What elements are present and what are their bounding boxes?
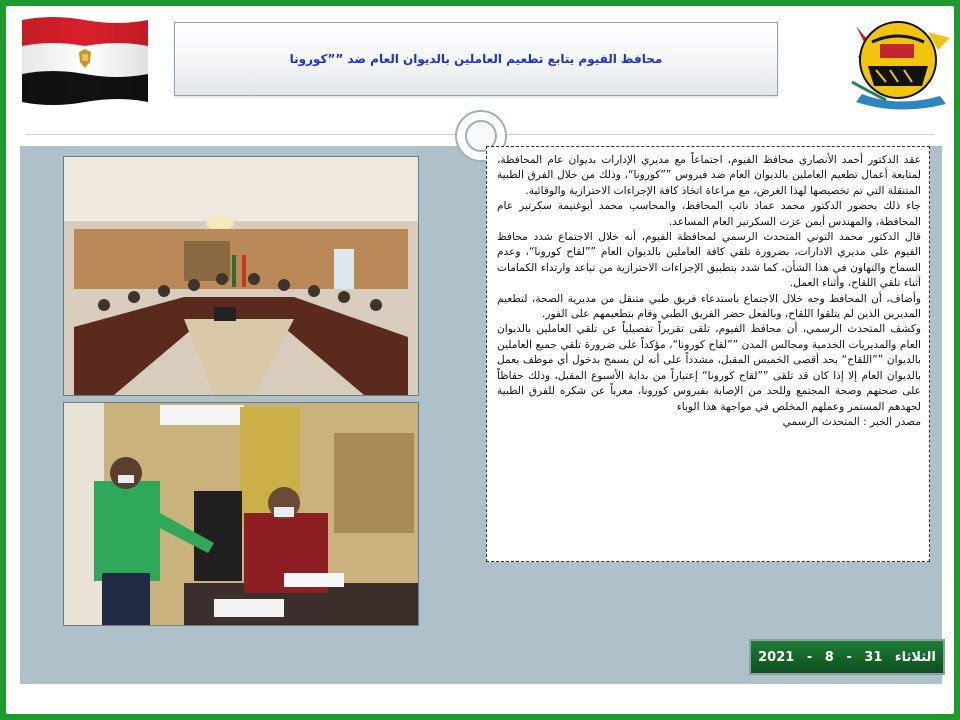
- date-text: [754, 650, 940, 665]
- date-sep-1: -: [846, 649, 852, 665]
- egypt-flag-icon: [18, 14, 152, 106]
- article-text: [497, 153, 921, 430]
- article-box: [486, 146, 930, 562]
- date-day-name: الثلاثاء: [894, 649, 936, 665]
- date-year: 2021: [758, 649, 795, 665]
- article-paragraph-3: قال الدكتور محمد التوني المتحدث الرسمي لمحافظة الفيوم، أنه خلال الاجتماع شدد محافظ الفيوم على مديري الادارات، بضرورة تلقي كافة العاملين بالديوان العام ””لقاح كورونا“، وعدم السماح والتهاون في هذا الشأن، كما شدد بتطبيق الإجراءات الاحترازية من تباعد وارتداء الكمامات أثناء تلقي اللقاح، وأثناء العمل.: [497, 231, 921, 290]
- vaccination-photo: [63, 402, 419, 626]
- meeting-photo: [63, 156, 419, 396]
- date-day: 31: [864, 649, 883, 665]
- article-paragraph-4: وأضاف، أن المحافظ وجه خلال الاجتماع باستدعاء فريق طبي متنقل من مديرية الصحة، لتطعيم المديرين الذين لم يتلقوا اللقاح، وبالفعل حضر الفريق الطبي وقام بتطعيمهم على الفور.: [497, 292, 921, 321]
- governorate-logo-icon: [842, 12, 952, 112]
- article-paragraph-5: وكشف المتحدث الرسمي، أن محافظ الفيوم، تلقى تقريراً تفصيلياً عن تلقي العاملين بالديوان العام والمديريات الخدمية ومجالس المدن ””لقاح كورونا“، مؤكداً على ضرورة تلقي جميع العاملين بالديوان ””اللقاح“ بحد أقصى الخميس المقبل، مشدداً على أنه لن يسمح بدخول أي موظف يعمل بالديوان العام إلا إذا كان قد تلقى ””لقاح كورونا“ إعتباراً من بداية الأسبوع المقبل، وذلك حفاظاً على صحتهم وصحة المجتمع وللحد من الإصابة بفيروس كورونا، معرباً عن شكره للفرق الطبية لجهدهم المستمر وعملهم المخلص في مواجهة هذا الوباء: [497, 323, 921, 413]
- date-month: 8: [824, 649, 834, 665]
- article-source: مصدر الخبر : المتحدث الرسمي: [782, 415, 921, 428]
- title-box: [174, 22, 778, 96]
- page-title: محافظ الفيوم يتابع تطعيم العاملين بالديوان العام ضد ””كورونا: [289, 52, 663, 66]
- date-badge: [749, 639, 945, 675]
- article-paragraph-2: جاء ذلك بحضور الدكتور محمد عماد نائب المحافظ، والمحاسب محمد أبوغنيمة سكرتير عام المحافظة، والمهندس أيمن عزت السكرتير العام المساعد.: [497, 200, 921, 228]
- article-paragraph-1: عقد الدكتور أحمد الأنصاري محافظ الفيوم، اجتماعاً مع مديري الإدارات بديوان عام المحافظة، لمتابعة أعمال تطعيم العاملين بالديوان العام ضد فيروس ””كورونا“، وذلك من خلال الفرق الطبية المتنقلة التي تم تخصيصها لهذا الغرض، مع مراعاة اتخاذ كافة الإجراءات الاحترازية والوقائية.: [497, 154, 921, 197]
- date-sep-2: -: [806, 649, 813, 665]
